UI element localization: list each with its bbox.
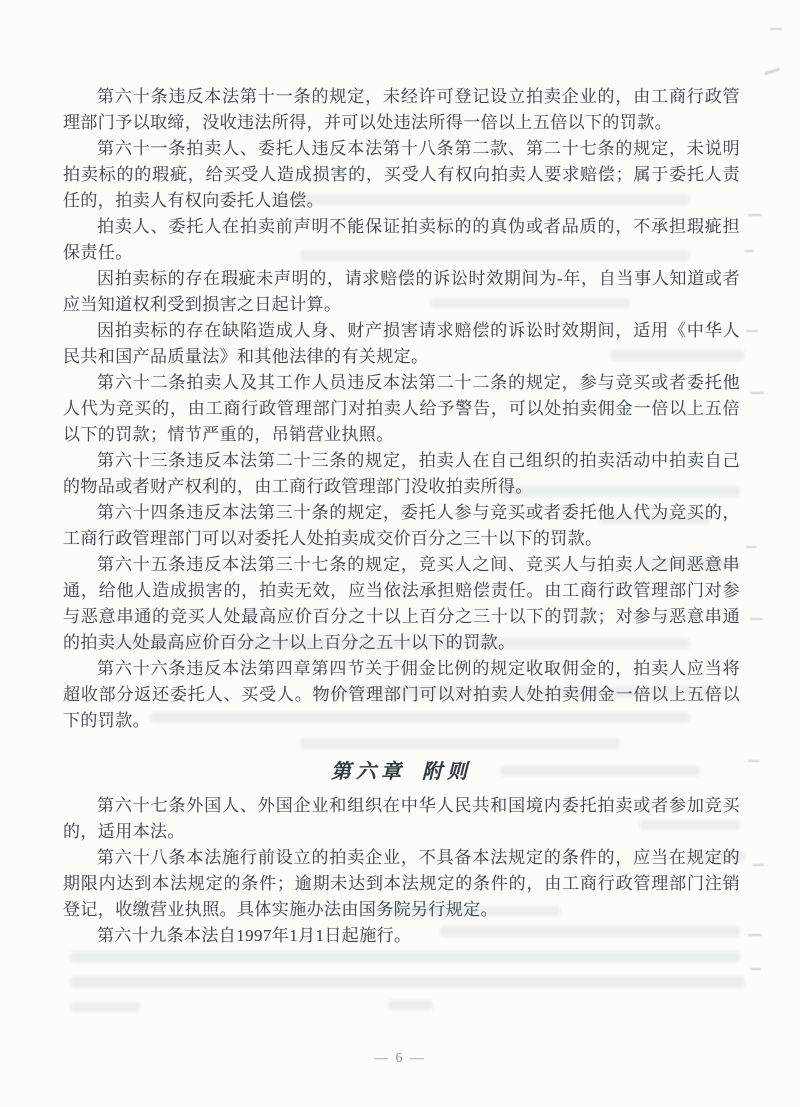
page-footer xyxy=(0,1051,800,1067)
chapter-heading xyxy=(63,759,740,785)
scan-mark xyxy=(744,250,754,252)
scan-mark xyxy=(750,968,761,970)
scan-artifact xyxy=(388,1000,433,1010)
paragraph-article-64: 第六十四条违反本法第三十条的规定，委托人参与竞买或者委托他人代为竞买的，工商行政管理部门可以对委托人处拍卖成交价百分之三十以下的罚款。 xyxy=(63,503,740,548)
paragraph-article-68: 第六十八条本法施行前设立的拍卖企业，不具备本法规定的条件的，应当在规定的期限内达到本法规定的条件；逾期未达到本法规定的条件的，由工商行政管理部门注销登记，收缴营业执照。具体实施办法由国务院另行规定。 xyxy=(63,848,740,919)
chapter-number: 第六章 xyxy=(331,761,406,783)
scan-mark xyxy=(764,68,780,76)
paragraph-article-63: 第六十三条违反本法第二十三条的规定，拍卖人在自己组织的拍卖活动中拍卖自己的物品或者财产权利的，由工商行政管理部门没收拍卖所得。 xyxy=(63,451,740,496)
paragraph-article-60: 第六十条违反本法第十一条的规定，未经许可登记设立拍卖企业的，由工商行政管理部门予以取缔，没收违法所得，并可以处违法所得一倍以上五倍以下的罚款。 xyxy=(63,87,740,132)
paragraph-article-62: 第六十二条拍卖人及其工作人员违反本法第二十二条的规定，参与竞买或者委托他人代为竞买的，由工商行政管理部门对拍卖人给予警告，可以处拍卖佣金一倍以上五倍以下的罚款；情节严重的，吊销营业执照。 xyxy=(63,373,740,444)
document-body xyxy=(63,84,740,949)
scan-mark xyxy=(750,618,763,620)
scan-mark xyxy=(748,214,762,216)
chapter-title: 附则 xyxy=(422,761,472,783)
page-number: — 6 — xyxy=(374,1051,426,1066)
paragraph-article-66: 第六十六条违反本法第四章第四节关于佣金比例的规定收取佣金的，拍卖人应当将超收部分返还委托人、买受人。物价管理部门可以对拍卖人处拍卖佣金一倍以上五倍以下的罚款。 xyxy=(63,659,740,730)
paragraph-article-69: 第六十九条本法自1997年1月1日起施行。 xyxy=(97,926,412,945)
scan-mark xyxy=(752,864,764,866)
scan-artifact xyxy=(70,951,740,963)
paragraph-article-61-4: 因拍卖标的存在缺陷造成人身、财产损害请求赔偿的诉讼时效期间，适用《中华人民共和国产品质量法》和其他法律的有关规定。 xyxy=(63,321,740,366)
scan-artifact xyxy=(70,1002,140,1012)
paragraph-article-61-2: 拍卖人、委托人在拍卖前声明不能保证拍卖标的的真伪或者品质的，不承担瑕疵担保责任。 xyxy=(63,217,740,262)
paragraph-article-65: 第六十五条违反本法第三十七条的规定，竞买人之间、竞买人与拍卖人之间恶意串通，给他人造成损害的，拍卖无效，应当依法承担赔偿责任。由工商行政管理部门对参与恶意串通的竞买人处最高应价百分之十以上百分之三十以下的罚款；对参与恶意串通的拍卖人处最高应价百分之十以上百分之五十以下的罚款。 xyxy=(63,555,740,652)
scan-mark xyxy=(750,392,764,394)
paragraph-article-61-3: 因拍卖标的存在瑕疵未声明的，请求赔偿的诉讼时效期间为-年，自当事人知道或者应当知道权利受到损害之日起计算。 xyxy=(63,269,740,314)
scan-mark xyxy=(748,934,762,936)
scan-mark xyxy=(770,28,782,30)
paragraph-article-67: 第六十七条外国人、外国企业和组织在中华人民共和国境内委托拍卖或者参加竞买的，适用本法。 xyxy=(63,796,740,841)
paragraph-article-61: 第六十一条拍卖人、委托人违反本法第十八条第二款、第二十七条的规定，未说明拍卖标的的瑕疵，给买受人造成损害的，买受人有权向拍卖人要求赔偿；属于委托人责任的，拍卖人有权向委托人追偿。 xyxy=(63,139,740,210)
scan-artifact xyxy=(70,976,745,988)
scan-mark xyxy=(746,546,757,548)
scan-mark xyxy=(748,760,760,762)
scan-mark xyxy=(746,330,758,332)
